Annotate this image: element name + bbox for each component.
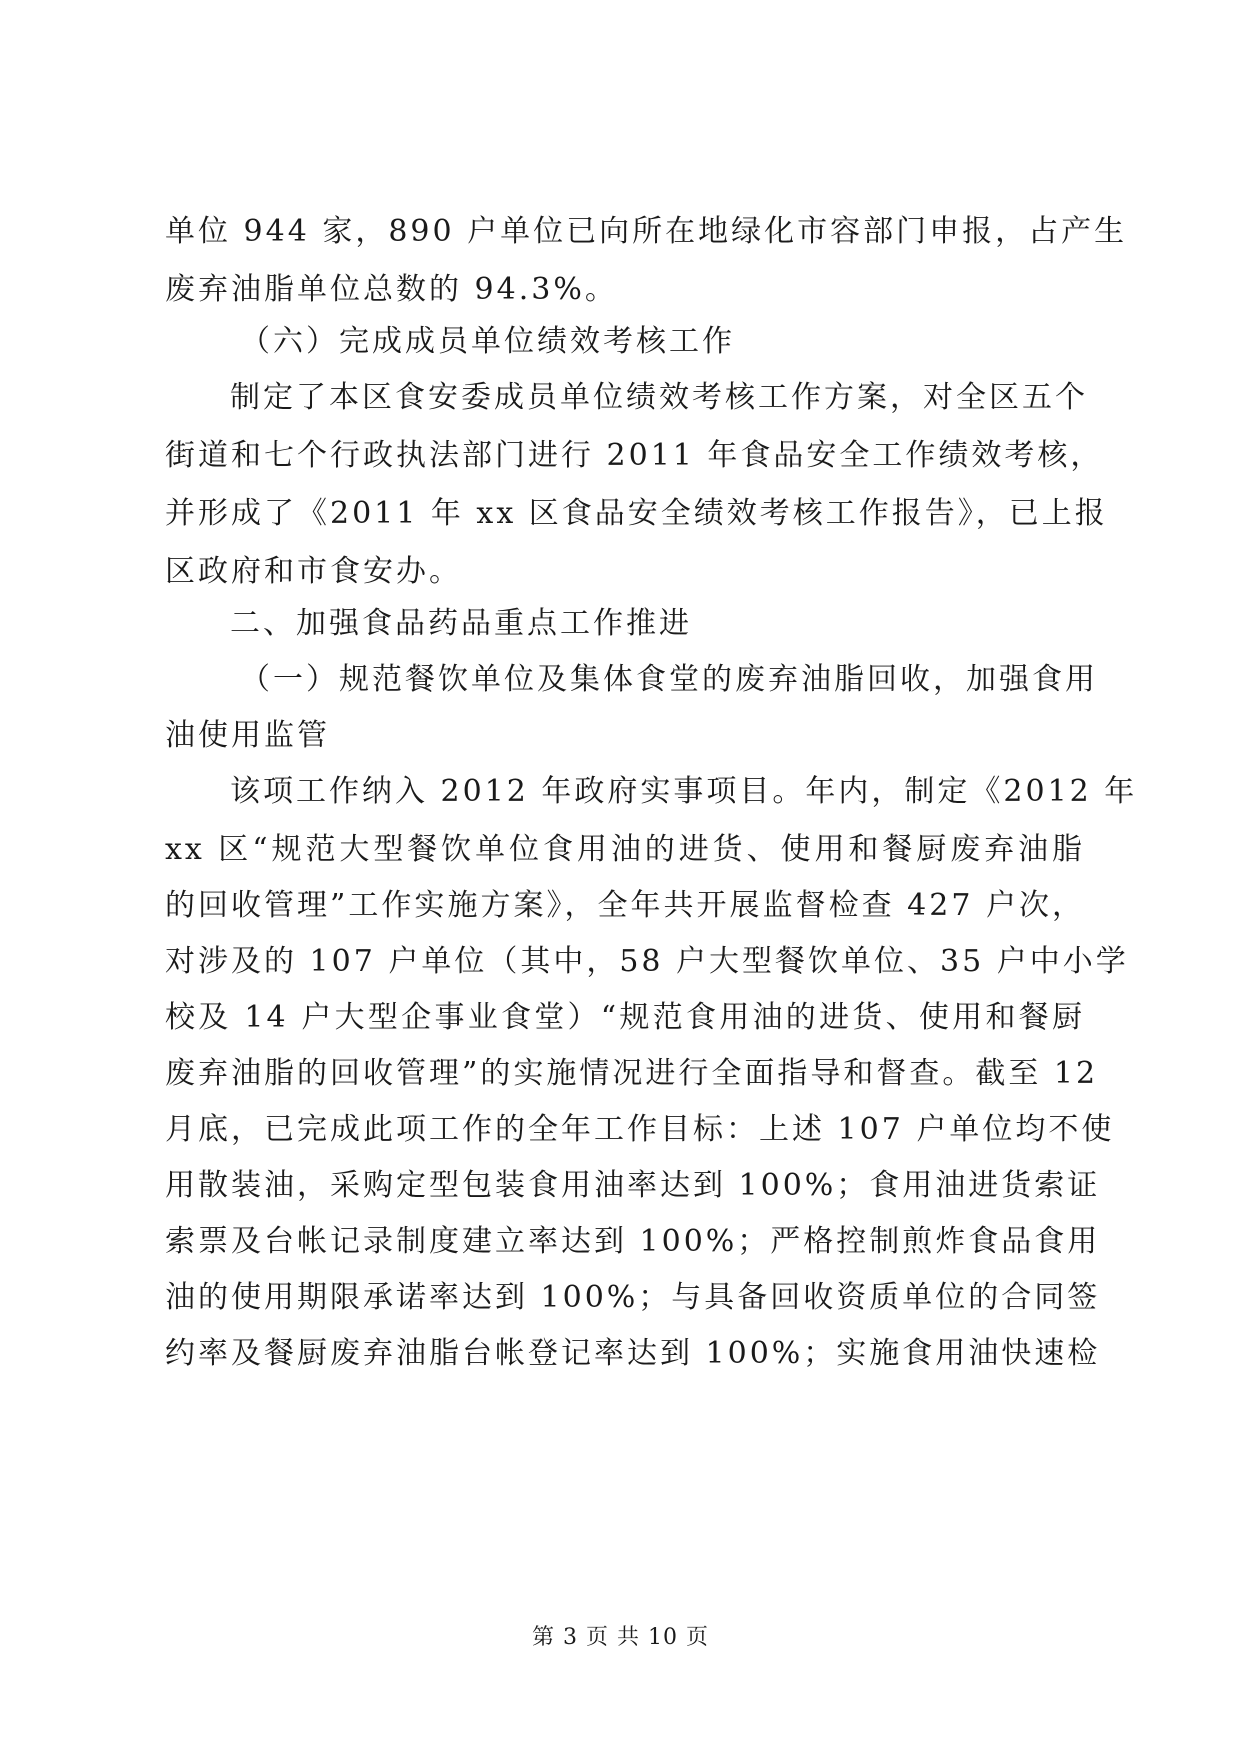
body-line: 对涉及的 107 户单位（其中，58 户大型餐饮单位、35 户中小学 — [165, 944, 1129, 979]
body-line: 并形成了《2011 年 xx 区食品安全绩效考核工作报告》，已上报 — [165, 496, 1108, 531]
body-line: 废弃油脂的回收管理”的实施情况进行全面指导和督查。截至 12 — [165, 1056, 1099, 1091]
body-line: xx 区“规范大型餐饮单位食用油的进货、使用和餐厨废弃油脂 — [165, 832, 1085, 867]
body-line: 月底，已完成此项工作的全年工作目标：上述 107 户单位均不使 — [165, 1112, 1115, 1147]
page-number-footer: 第 3 页 共 10 页 — [532, 1625, 709, 1650]
body-line: 区政府和市食安办。 — [165, 554, 462, 589]
section-heading: （六）完成成员单位绩效考核工作 — [240, 324, 735, 359]
body-line: 制定了本区食安委成员单位绩效考核工作方案，对全区五个 — [230, 380, 1088, 415]
section-heading: （一）规范餐饮单位及集体食堂的废弃油脂回收，加强食用 — [240, 662, 1098, 697]
body-line: 单位 944 家，890 户单位已向所在地绿化市容部门申报，占产生 — [165, 214, 1128, 249]
section-heading: 二、加强食品药品重点工作推进 — [230, 606, 692, 641]
section-heading: 油使用监管 — [165, 718, 330, 753]
body-line: 街道和七个行政执法部门进行 2011 年食品安全工作绩效考核， — [165, 438, 1104, 473]
body-line: 的回收管理”工作实施方案》，全年共开展监督检查 427 户次， — [165, 888, 1085, 923]
body-line: 该项工作纳入 2012 年政府实事项目。年内，制定《2012 年 — [230, 774, 1138, 809]
body-line: 约率及餐厨废弃油脂台帐登记率达到 100%；实施食用油快速检 — [165, 1336, 1101, 1371]
body-line: 索票及台帐记录制度建立率达到 100%；严格控制煎炸食品食用 — [165, 1224, 1101, 1259]
body-line: 校及 14 户大型企事业食堂）“规范食用油的进货、使用和餐厨 — [165, 1000, 1085, 1035]
body-line: 油的使用期限承诺率达到 100%；与具备回收资质单位的合同签 — [165, 1280, 1101, 1315]
body-line: 废弃油脂单位总数的 94.3%。 — [165, 272, 618, 307]
body-line: 用散装油，采购定型包装食用油率达到 100%；食用油进货索证 — [165, 1168, 1101, 1203]
